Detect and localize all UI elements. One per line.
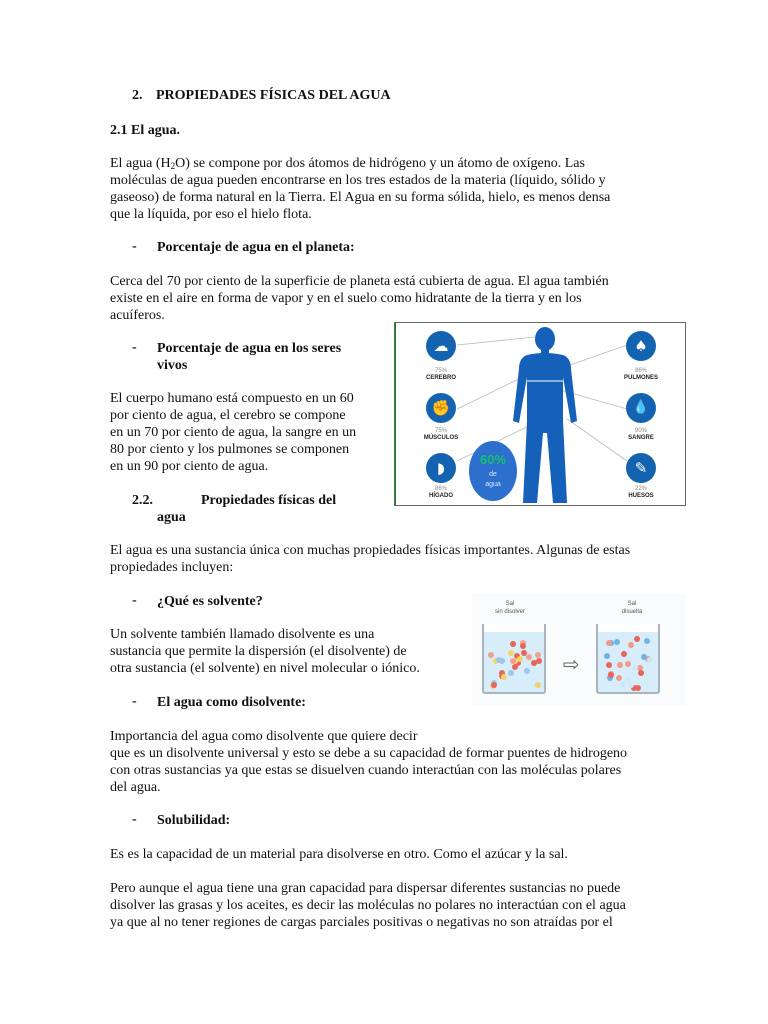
bullet-dash: - xyxy=(132,340,137,355)
paragraph-line: existe en el aire en forma de vapor y en el suelo como hidratante de la tierra y en los xyxy=(110,291,582,306)
particle-dot xyxy=(491,682,497,688)
particle-dot xyxy=(617,662,623,668)
muscle-icon: ✊ xyxy=(426,393,456,423)
particle-dot xyxy=(625,661,631,667)
particle-dot xyxy=(634,636,640,642)
paragraph-line: 80 por ciento y los pulmones se componen xyxy=(110,442,350,457)
heading-number: 2. xyxy=(132,88,143,103)
particle-dot xyxy=(524,668,530,674)
caption-sal-sin-disolver: Sal sin disolver xyxy=(494,601,525,615)
particle-dot xyxy=(531,660,537,666)
paragraph-line: gaseoso) de forma natural en la Tierra. El Agua en su forma sólida, hielo, es menos densa xyxy=(110,190,611,205)
particle-dot xyxy=(604,653,610,659)
particle-dot xyxy=(625,677,631,683)
paragraph-line: Cerca del 70 por ciento de la superficie de planeta está cubierta de agua. El agua también xyxy=(110,274,609,289)
section-title-propiedades-2: agua xyxy=(157,510,186,525)
paragraph-line: Pero aunque el agua tiene una gran capacidad para dispersar diferentes sustancias no puede xyxy=(110,881,621,896)
lungs-icon: ♠ xyxy=(626,331,656,361)
particle-dot xyxy=(638,670,644,676)
paragraph-line: que la líquida, por eso el hielo flota. xyxy=(110,207,312,222)
paragraph-line: ya que al no tener regiones de cargas parciales positivas o negativas no son atraídas por el xyxy=(110,915,613,930)
bullet-dash: - xyxy=(132,239,137,254)
particle-dot xyxy=(616,675,622,681)
organ-label: PULMONES xyxy=(623,375,658,381)
subheading-seres-vivos: Porcentaje de agua en los seres xyxy=(157,341,342,356)
particle-dot xyxy=(536,658,542,664)
paragraph-line: Un solvente también llamado disolvente es una xyxy=(110,627,375,642)
section-title-propiedades: Propiedades físicas del xyxy=(201,493,337,508)
particle-dot xyxy=(606,662,612,668)
paragraph-line: Es es la capacidad de un material para disolverse en otro. Como el azúcar y la sal. xyxy=(110,847,568,862)
organ-percent: 22% xyxy=(634,486,647,492)
organ-percent: 75% xyxy=(434,428,447,434)
paragraph-line: disolver las grasas y los aceites, es decir las moléculas no polares no interactúan con el agua xyxy=(110,898,626,913)
paragraph-line: acuíferos. xyxy=(110,308,165,323)
body-water-figure xyxy=(394,322,686,506)
brain-icon: ☁ xyxy=(426,331,456,361)
beaker-undissolved xyxy=(482,624,546,694)
blood-drop-icon: 💧 xyxy=(626,393,656,423)
particle-dot xyxy=(608,672,614,678)
organ-percent: 86% xyxy=(634,368,647,374)
paragraph-line: Importancia del agua como disolvente que quiere decir xyxy=(110,729,418,744)
bullet-dash: - xyxy=(132,694,137,709)
paragraph-line: moléculas de agua pueden encontrarse en los tres estados de la materia (líquido, sólido y xyxy=(110,173,606,188)
water-badge-agua: agua xyxy=(485,481,501,488)
bone-icon: ✎ xyxy=(626,453,656,483)
water-badge-de: de xyxy=(489,471,497,478)
subheading-seres-vivos-2: vivos xyxy=(157,358,188,373)
arrow-right-icon: ⇨ xyxy=(563,652,580,676)
salt-dissolving-figure xyxy=(472,594,686,706)
particle-dot xyxy=(535,682,541,688)
organ-label: HÍGADO xyxy=(429,493,453,499)
organ-percent: 75% xyxy=(434,368,447,374)
particle-dot xyxy=(517,656,523,662)
paragraph-line: El agua $(H_2O)$ se compone por dos átomos de hidrógeno y un átomo de oxígeno. Las xyxy=(110,156,585,171)
page-title: PROPIEDADES FÍSICAS DEL AGUA xyxy=(156,88,391,103)
particle-dot xyxy=(488,652,494,658)
liver-icon: ◗ xyxy=(426,453,456,483)
paragraph-line: El cuerpo humano está compuesto en un 60 xyxy=(110,391,354,406)
subheading-solvente: ¿Qué es solvente? xyxy=(157,594,263,609)
organ-label: SANGRE xyxy=(628,435,654,441)
paragraph-line: por ciento de agua, el cerebro se compone xyxy=(110,408,346,423)
particle-dot xyxy=(510,641,516,647)
beaker-dissolved xyxy=(596,624,660,694)
section-title-el-agua: 2.1 El agua. xyxy=(110,123,181,138)
particle-dot xyxy=(501,674,507,680)
paragraph-line: que es un disolvente universal y esto se debe a su capacidad de formar puentes de hidrogeno xyxy=(110,746,628,761)
paragraph-line: propiedades incluyen: xyxy=(110,560,234,575)
paragraph-line: en un 70 por ciento de agua, la sangre en un xyxy=(110,425,357,440)
particle-dot xyxy=(520,643,526,649)
particle-dot xyxy=(526,654,532,660)
particle-dot xyxy=(614,639,620,645)
paragraph-line: sustancia que permite la dispersión (el disolvente) de xyxy=(110,644,407,659)
organ-label: MÚSCULOS xyxy=(423,435,459,441)
particle-dot xyxy=(628,642,634,648)
caption-sal-disuelta: Sal disuelta xyxy=(621,601,643,615)
bullet-dash: - xyxy=(132,593,137,608)
paragraph-line: El agua es una sustancia única con muchas propiedades físicas importantes. Algunas de estas xyxy=(110,543,631,558)
particle-dot xyxy=(647,657,653,663)
section-number-2-2: 2.2. xyxy=(132,493,153,508)
water-percent: 60% xyxy=(479,452,507,467)
particle-dot xyxy=(508,650,514,656)
particle-dot xyxy=(632,665,638,671)
organ-percent: 90% xyxy=(634,428,647,434)
bullet-dash: - xyxy=(132,812,137,827)
subheading-planeta: Porcentaje de agua en el planeta: xyxy=(157,240,355,255)
paragraph-line: en un 90 por ciento de agua. xyxy=(110,459,269,474)
subheading-disolvente: El agua como disolvente: xyxy=(157,695,306,710)
subheading-solubilidad: Solubilidad: xyxy=(157,813,231,828)
particle-dot xyxy=(635,685,641,691)
particle-dot xyxy=(644,638,650,644)
particle-dot xyxy=(620,682,626,688)
organ-label: HUESOS xyxy=(628,493,654,499)
paragraph-line: otra sustancia (el solvente) en nivel molecular o iónico. xyxy=(110,661,420,676)
paragraph-line: con otras sustancias ya que estas se disuelven cuando interactúan con las moléculas polares xyxy=(110,763,622,778)
particle-dot xyxy=(510,658,516,664)
particle-dot xyxy=(508,670,514,676)
water-percent-badge xyxy=(469,441,517,501)
organ-percent: 86% xyxy=(434,486,447,492)
human-body-icon xyxy=(505,325,585,507)
organ-label: CEREBRO xyxy=(425,375,456,381)
particle-dot xyxy=(535,652,541,658)
paragraph-line: del agua. xyxy=(110,780,161,795)
particle-dot xyxy=(621,651,627,657)
